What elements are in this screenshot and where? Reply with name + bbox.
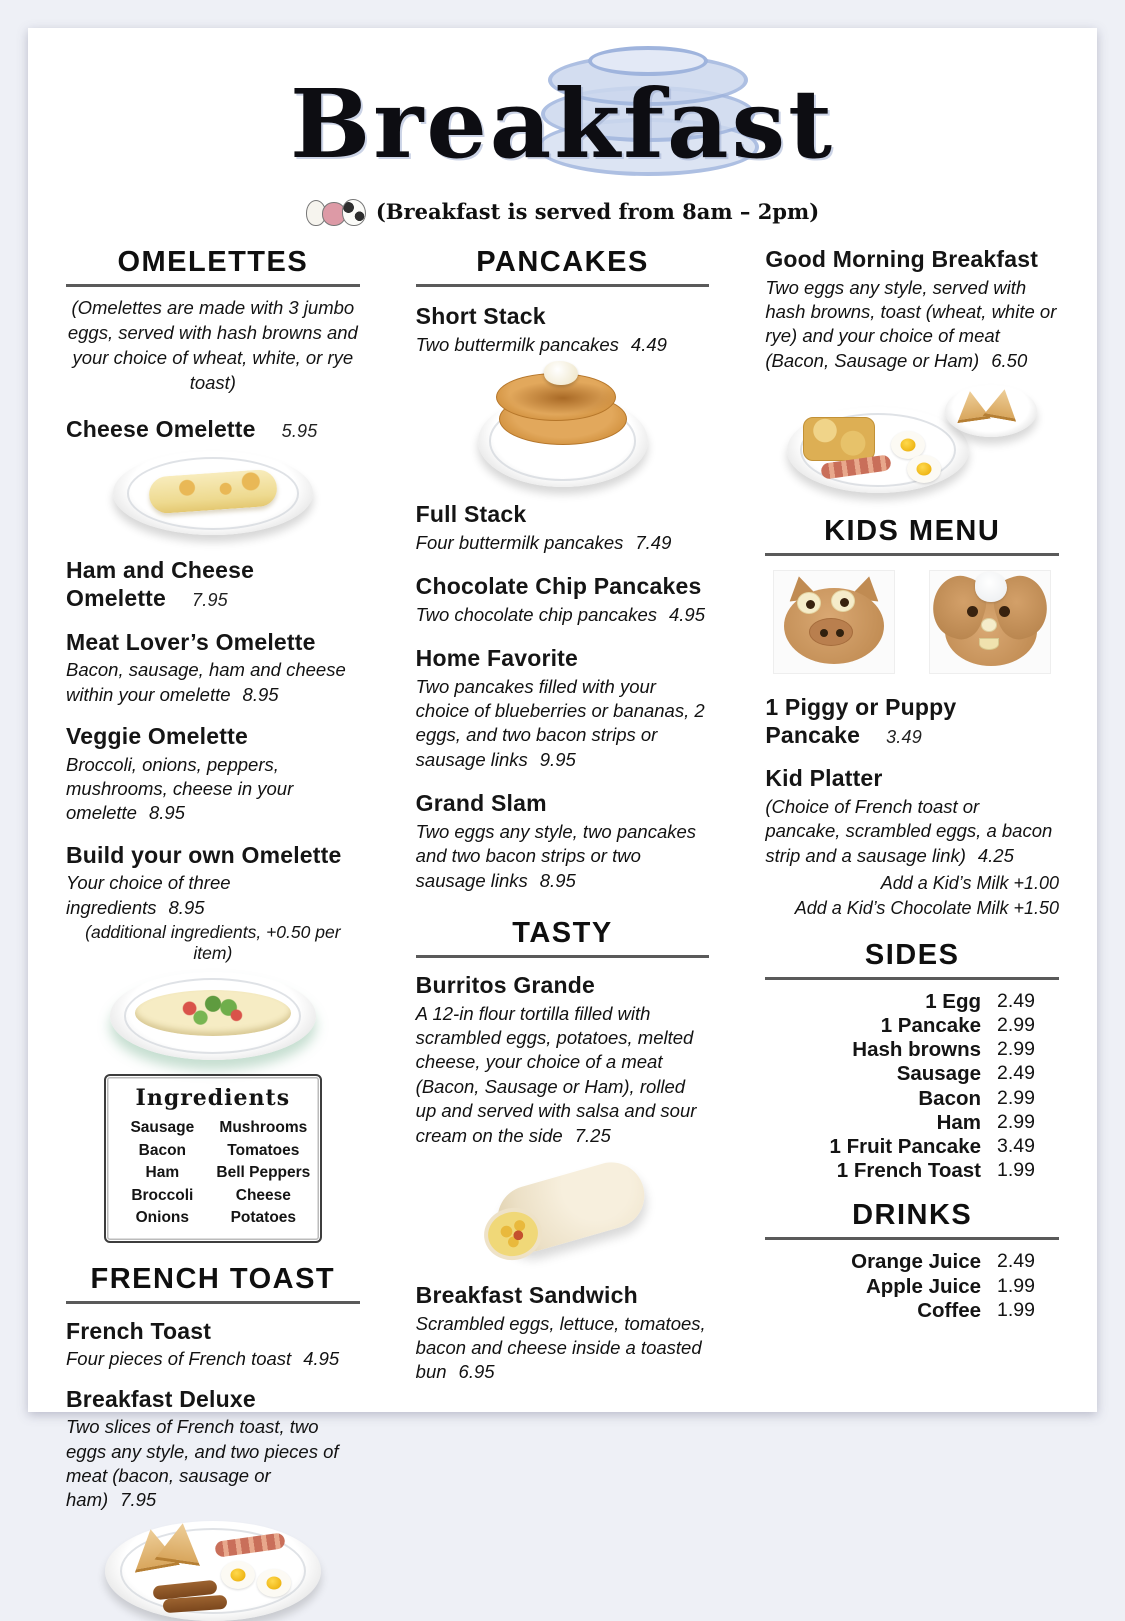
item-description: Bacon, sausage, ham and cheese within your omelette 8.95 <box>66 659 346 705</box>
cow-icon <box>342 199 366 226</box>
menu-item-build-your-own-omelette <box>66 842 360 964</box>
item-name: Veggie Omelette <box>66 723 248 750</box>
side-label: 1 French Toast <box>836 1159 982 1183</box>
item-description: Two pancakes filled with your choice of blueberries or bananas, 2 eggs, and two bacon strips or sausage links 9.95 <box>415 675 705 770</box>
menu-item-home-favorite <box>416 645 710 772</box>
section-header-tasty: TASTY <box>512 917 613 950</box>
ingredient: Onions <box>135 1209 190 1227</box>
menu-page <box>28 28 1097 1511</box>
item-note: (additional ingredients, +0.50 per item) <box>85 922 341 964</box>
menu-item-kid-platter <box>765 765 1059 920</box>
side-price: 2.49 <box>997 989 1035 1012</box>
menu-item-burritos-grande <box>416 972 710 1148</box>
whipped-cream-art <box>975 572 1007 602</box>
hash-browns-art <box>803 417 875 461</box>
drink-price: 1.99 <box>997 1274 1035 1297</box>
side-label: Hash browns <box>852 1038 982 1062</box>
side-label: Bacon <box>918 1086 982 1110</box>
ingredient: Cheese <box>235 1186 291 1204</box>
menu-item-meat-lovers-omelette <box>66 629 360 707</box>
section-rule <box>66 1301 360 1304</box>
item-price: 7.25 <box>574 1124 611 1146</box>
drink-price: 1.99 <box>997 1298 1035 1321</box>
side-price: 2.99 <box>997 1038 1035 1061</box>
menu-title: Breakfast <box>290 69 835 180</box>
menu-item-full-stack <box>416 501 710 555</box>
item-price: 5.95 <box>281 420 318 441</box>
section-rule <box>765 977 1059 980</box>
item-name: Breakfast Deluxe <box>66 1385 256 1412</box>
item-description: (Choice of French toast or pancake, scrambled eggs, a bacon strip and a sausage link) 4.25 <box>765 796 1053 866</box>
side-price: 3.49 <box>997 1135 1035 1157</box>
item-name: Chocolate Chip Pancakes <box>415 573 702 599</box>
burrito-photo <box>416 1156 710 1268</box>
ingredient: Bacon <box>138 1141 187 1159</box>
menu-subtitle-row <box>28 196 1097 230</box>
ingredients-left-column <box>112 1117 213 1229</box>
item-price: 6.95 <box>458 1361 495 1383</box>
toast-art <box>953 389 991 423</box>
ingredients-title: Ingredients <box>135 1085 291 1112</box>
item-name: Grand Slam <box>415 790 547 817</box>
item-description: Two buttermilk pancakes 4.49 <box>415 333 667 355</box>
item-name: Full Stack <box>415 501 527 527</box>
menu-item-piggy-puppy-pancake <box>765 694 1059 749</box>
item-description: Your choice of three ingredients 8.95 <box>66 872 231 918</box>
item-description: Four buttermilk pancakes 7.49 <box>415 531 672 553</box>
item-description: Scrambled eggs, lettuce, tomatoes, bacon and cheese inside a toasted bun 6.95 <box>415 1312 706 1383</box>
item-price: 4.95 <box>669 603 706 625</box>
item-price: 4.25 <box>977 844 1014 866</box>
menu-item-grand-slam <box>416 790 710 893</box>
section-header-omelettes: OMELETTES <box>117 246 309 278</box>
menu-item-ham-cheese-omelette <box>66 557 360 612</box>
ingredient: Potatoes <box>230 1209 297 1227</box>
column-right <box>765 246 1059 1621</box>
item-name: French Toast <box>66 1317 212 1344</box>
side-price: 2.99 <box>997 1110 1035 1133</box>
item-price: 8.95 <box>539 869 576 891</box>
item-name: Short Stack <box>415 303 546 329</box>
menu-item-veggie-omelette <box>66 723 360 826</box>
puppy-pancake-photo <box>929 570 1051 674</box>
section-header-drinks: DRINKS <box>852 1199 973 1232</box>
side-label: Ham <box>936 1110 982 1134</box>
good-morning-breakfast-photo <box>765 385 1059 493</box>
item-description: Two slices of French toast, two eggs any style, and two pieces of meat (bacon, sausage or ham) 7.95 <box>66 1416 339 1511</box>
serving-hours: (Breakfast is served from 8am – 2pm) <box>375 198 820 224</box>
item-name: Meat Lover’s Omelette <box>66 628 316 655</box>
item-description: Two eggs any style, two pancakes and two bacon strips or two sausage links 8.95 <box>415 820 697 891</box>
side-label: 1 Egg <box>925 989 982 1013</box>
item-description: Two eggs any style, served with hash browns, toast (wheat, white or rye) and your choice of meat (Bacon, Sausage or Ham) 6.50 <box>765 276 1057 371</box>
ingredient: Mushrooms <box>219 1119 308 1137</box>
section-header-kids-menu: KIDS MENU <box>824 515 1001 548</box>
open-omelette-art <box>135 990 292 1036</box>
section-rule <box>416 284 710 287</box>
item-price: 7.95 <box>192 590 228 611</box>
item-name: Ham and Cheese Omelette 7.95 <box>66 557 255 612</box>
item-description: Broccoli, onions, peppers, mushrooms, cheese in your omelette 8.95 <box>66 753 294 824</box>
menu-item-chocolate-chip-pancakes <box>416 573 710 627</box>
section-header-french-toast: FRENCH TOAST <box>90 1262 336 1295</box>
menu-item-breakfast-sandwich <box>416 1282 710 1385</box>
item-price: 9.95 <box>539 748 576 770</box>
drinks-price-list <box>765 1250 1059 1323</box>
ingredient: Broccoli <box>131 1186 194 1204</box>
item-price: 8.95 <box>168 896 205 918</box>
ingredient: Ham <box>145 1164 180 1182</box>
item-description: A 12-in flour tortilla filled with scrambled eggs, potatoes, melted cheese, your choice of a meat (Bacon, Sausage or Ham), rolled up and served with salsa and sour cream on the side 7.25 <box>415 1002 697 1146</box>
menu-columns <box>28 246 1097 1621</box>
item-price: 4.95 <box>303 1348 340 1370</box>
item-price: 7.95 <box>120 1489 157 1511</box>
item-name: 1 Piggy or Puppy Pancake 3.49 <box>765 694 957 748</box>
item-name: Home Favorite <box>415 645 579 671</box>
item-name: Build your own Omelette <box>66 841 342 868</box>
farm-animals-icon <box>306 196 366 226</box>
butter-art <box>544 361 578 385</box>
kid-platter-addons <box>765 871 1059 921</box>
ingredients-box <box>104 1074 322 1242</box>
item-name: Good Morning Breakfast <box>765 246 1039 272</box>
ingredient: Sausage <box>130 1119 195 1137</box>
drink-price: 2.49 <box>997 1250 1035 1273</box>
item-price: 8.95 <box>242 683 279 705</box>
addon-kids-chocolate-milk: Add a Kid’s Chocolate Milk +1.50 <box>794 898 1060 919</box>
menu-item-breakfast-deluxe <box>66 1386 360 1513</box>
menu-item-cheese-omelette <box>66 416 360 444</box>
side-label: 1 Fruit Pancake <box>829 1135 982 1158</box>
side-label: Sausage <box>896 1062 982 1086</box>
drink-label: Apple Juice <box>865 1274 982 1298</box>
sides-price-list <box>765 990 1059 1184</box>
column-left <box>66 246 360 1621</box>
item-price: 8.95 <box>148 802 185 824</box>
item-description: Two chocolate chip pancakes 4.95 <box>415 603 706 625</box>
ingredients-right-column <box>213 1117 314 1229</box>
item-description: Four pieces of French toast 4.95 <box>66 1348 340 1370</box>
side-price: 1.99 <box>997 1159 1035 1182</box>
drink-label: Orange Juice <box>851 1250 982 1274</box>
item-price: 4.49 <box>630 333 667 355</box>
kids-pancake-photos <box>765 570 1059 674</box>
omelettes-note: (Omelettes are made with 3 jumbo eggs, served with hash browns and your choice of wheat, white, or rye toast) <box>67 297 358 393</box>
section-header-pancakes: PANCAKES <box>476 246 649 278</box>
item-price: 3.49 <box>886 726 922 747</box>
build-your-own-omelette-photo <box>66 972 360 1060</box>
column-middle <box>416 246 710 1621</box>
section-rule <box>765 553 1059 556</box>
ingredient: Bell Peppers <box>216 1164 311 1182</box>
breakfast-deluxe-photo <box>66 1521 360 1621</box>
item-name: Cheese Omelette 5.95 <box>66 415 318 442</box>
side-price: 2.99 <box>997 1014 1035 1037</box>
side-label: 1 Pancake <box>880 1014 982 1038</box>
item-name: Breakfast Sandwich <box>415 1282 638 1309</box>
ingredient: Tomatoes <box>227 1141 300 1159</box>
side-price: 2.49 <box>997 1062 1035 1085</box>
section-rule <box>765 1237 1059 1240</box>
short-stack-photo <box>416 365 710 487</box>
menu-item-french-toast <box>66 1318 360 1372</box>
fried-egg-art <box>221 1561 255 1589</box>
side-price: 2.99 <box>997 1086 1035 1109</box>
section-rule <box>66 284 360 287</box>
item-price: 6.50 <box>991 349 1028 371</box>
item-name: Burritos Grande <box>415 972 596 999</box>
section-header-sides: SIDES <box>864 938 960 971</box>
menu-title-block <box>28 66 1097 194</box>
piggy-pancake-photo <box>773 570 895 674</box>
item-name: Kid Platter <box>765 765 883 792</box>
section-rule <box>416 955 710 958</box>
cheese-omelette-photo <box>66 451 360 535</box>
menu-item-short-stack <box>416 303 710 357</box>
drink-label: Coffee <box>917 1298 982 1322</box>
item-price: 7.49 <box>635 531 672 553</box>
addon-kids-milk: Add a Kid’s Milk +1.00 <box>880 873 1060 894</box>
menu-item-good-morning-breakfast <box>765 246 1059 373</box>
